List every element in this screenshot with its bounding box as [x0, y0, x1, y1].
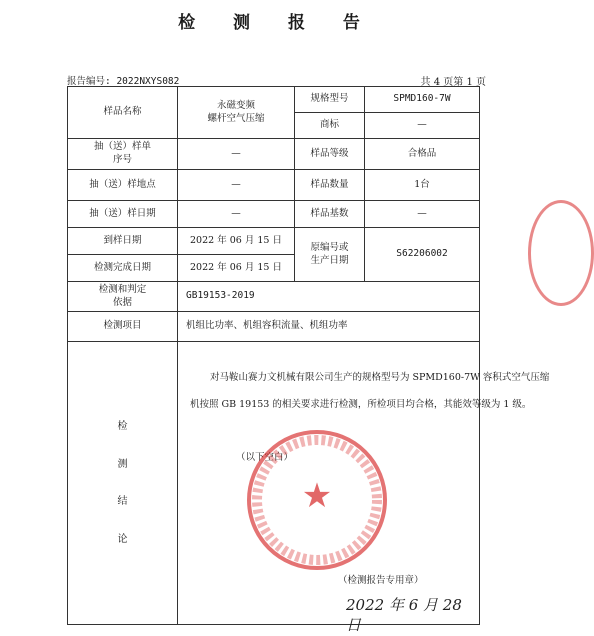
table-row: [68, 87, 480, 113]
items-value: 机组比功率、机组容积流量、机组功率: [178, 312, 480, 342]
model-value: SPMD160-7W: [365, 87, 480, 113]
quantity-label: 样品数量: [295, 170, 365, 201]
brand-label: 商标: [295, 113, 365, 139]
finish-date-label: 检测完成日期: [68, 255, 178, 282]
conclusion-text: 对马鞍山赛力文机械有限公司生产的规格型号为 SPMD160-7W 容积式空气压缩机按照 GB 19153 的相关要求进行检测，所检项目均合格，其能效等级为 1 级。: [190, 372, 550, 410]
label-line: 生产日期: [310, 254, 349, 266]
basis-label: [68, 282, 178, 312]
sampling-place-label: 抽（送）样地点: [68, 170, 178, 201]
sampling-no-value: —: [178, 139, 295, 170]
report-title: 检 测 报 告: [178, 13, 376, 33]
conclusion-char: 结: [117, 496, 128, 507]
sample-name-line: 永磁变频: [216, 99, 255, 111]
label-line: 原编号或: [310, 241, 349, 253]
table-row: [68, 201, 480, 228]
sampling-date-value: —: [178, 201, 295, 228]
page-count: 共 4 页第 1 页: [420, 77, 486, 88]
sampling-place-value: —: [178, 170, 295, 201]
seal-note: （检测报告专用章）: [338, 575, 424, 586]
basis-value: GB19153-2019: [178, 282, 480, 312]
grade-value: 合格品: [365, 139, 480, 170]
base-label: 样品基数: [295, 201, 365, 228]
grade-label: 样品等级: [295, 139, 365, 170]
sampling-date-label: 抽（送）样日期: [68, 201, 178, 228]
sample-name-line: 螺杆空气压缩: [207, 112, 265, 124]
finish-date-value: 2022 年 06 月 15 日: [178, 255, 295, 282]
conclusion-char: 测: [117, 458, 128, 470]
label-line: 依据: [112, 296, 132, 308]
conclusion-label: [68, 342, 178, 625]
blank-note: （以下空白）: [236, 452, 294, 463]
label-line: 检测和判定: [98, 283, 147, 295]
conclusion-char: 论: [117, 533, 128, 545]
label-line: 序号: [112, 154, 132, 165]
base-value: —: [365, 201, 480, 228]
arrival-date-value: 2022 年 06 月 15 日: [178, 228, 295, 255]
model-label: 规格型号: [295, 87, 365, 113]
table-row: [68, 312, 480, 342]
report-number: 报告编号: 2022NXYS082: [67, 76, 180, 87]
sample-name-label: 样品名称: [68, 87, 178, 139]
signature-date: 2022 年 6 月 28 日: [346, 596, 462, 635]
star-icon: ★: [301, 476, 333, 516]
table-row: [68, 139, 480, 170]
arrival-date-label: 到样日期: [68, 228, 178, 255]
items-label: 检测项目: [68, 312, 178, 342]
sample-name-value: [178, 87, 295, 139]
side-seal-stamp: [528, 200, 594, 306]
conclusion-char: 检: [117, 421, 128, 432]
quantity-value: 1台: [365, 170, 480, 201]
table-row: [68, 170, 480, 201]
table-row: [68, 282, 480, 312]
orig-no-value: S62206002: [365, 228, 480, 282]
sampling-no-label: [68, 139, 178, 170]
seal-ring-icon: [238, 421, 396, 579]
table-row: [68, 228, 480, 255]
brand-value: —: [365, 113, 480, 139]
orig-no-label: [295, 228, 365, 282]
label-line: 抽（送）样单: [93, 141, 151, 153]
